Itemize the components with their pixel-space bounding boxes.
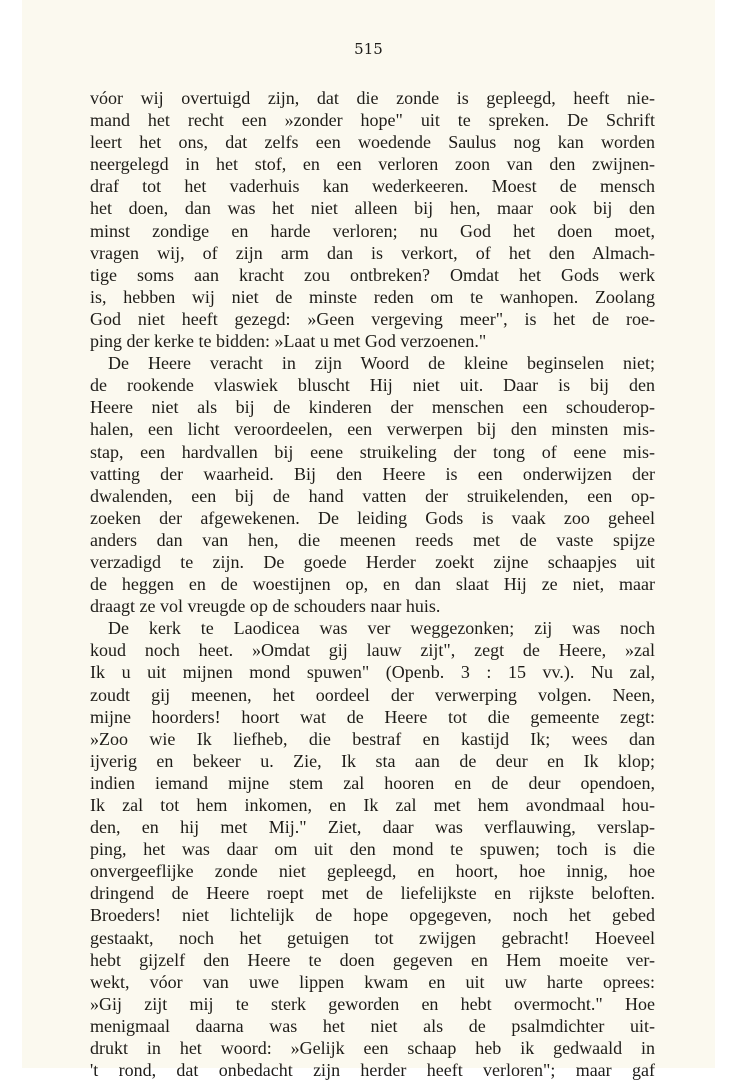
text-line: dwalenden, een bij de hand vatten der struikelenden, een op- [90, 485, 655, 506]
text-line: onvergeeflijke zonde niet gepleegd, en hoort, hoe innig, hoe [90, 861, 655, 882]
text-line: »Zoo wie Ik liefheb, die bestraf en kastijd Ik; wees dan [90, 728, 655, 749]
text-line: menigmaal daarna was het niet als de psalmdichter uit- [90, 1015, 655, 1036]
text-line: minst zondige en harde verloren; nu God het doen moet, [90, 220, 655, 241]
body-text [90, 87, 655, 1081]
text-line: stap, een hardvallen bij eene struikeling der tong of eene mis- [90, 441, 655, 462]
text-line: halen, een licht veroordeelen, een verwerpen bij den minsten mis- [90, 419, 655, 440]
page-number: 515 [354, 40, 383, 58]
text-line: leert het ons, dat zelfs een woedende Saulus nog kan worden [90, 132, 655, 153]
text-line: vatting der waarheid. Bij den Heere is een onderwijzen der [90, 463, 655, 484]
text-line: Broeders! niet lichtelijk de hope opgegeven, noch het gebed [90, 905, 655, 926]
text-line: de rookende vlaswiek bluscht Hij niet uit. Daar is bij den [90, 375, 655, 396]
text-line: Heere niet als bij de kinderen der menschen een schouderop- [90, 397, 655, 418]
text-line: mijne hoorders! hoort wat de Heere tot die gemeente zegt: [90, 706, 655, 727]
text-line: ping der kerke te bidden: »Laat u met God verzoenen." [90, 331, 487, 352]
text-line: »Gij zijt mij te sterk geworden en hebt overmocht." Hoe [90, 993, 655, 1014]
text-line: vóor wij overtuigd zijn, dat die zonde is gepleegd, heeft nie- [90, 88, 655, 108]
text-line: ping, het was daar om uit den mond te spuwen; toch is die [90, 839, 655, 860]
text-line: anders dan van hen, die meenen reeds met de vaste spijze [90, 529, 655, 550]
text-line: Ik u uit mijnen mond spuwen" (Openb. 3 : 15 vv.). Nu zal, [90, 662, 655, 683]
text-line: koud noch heet. »Omdat gij lauw zijt", zegt de Heere, »zal [90, 640, 655, 661]
text-line: vragen wij, of zijn arm dan is verkort, of het den Almach- [90, 242, 655, 263]
text-line: neergelegd in het stof, en een verloren zoon van den zwijnen- [90, 154, 655, 175]
text-line: is, hebben wij niet de minste reden om te wanhopen. Zoolang [90, 286, 655, 307]
text-line: drukt in het woord: »Gelijk een schaap heb ik gedwaald in [90, 1038, 655, 1059]
text-line: gestaakt, noch het getuigen tot zwijgen gebracht! Hoeveel [90, 927, 655, 948]
text-line: hebt gijzelf den Heere te doen gegeven en Hem moeite ver- [90, 949, 655, 970]
text-line: God niet heeft gezegd: »Geen vergeving meer", is het de roe- [90, 308, 655, 329]
text-line: Ik zal tot hem inkomen, en Ik zal met hem avondmaal hou- [90, 795, 655, 815]
text-line: zoudt gij meenen, het oordeel der verwerping volgen. Neen, [90, 684, 655, 705]
text-line: zoeken der afgewekenen. De leiding Gods is vaak zoo geheel [90, 507, 655, 528]
text-line: mand het recht een »zonder hope" uit te spreken. De Schrift [90, 110, 655, 131]
paragraph-first-line: De Heere veracht in zijn Woord de kleine beginselen niet; [108, 353, 655, 374]
text-line: dringend de Heere roept met de liefelijkste en rijkste beloften. [90, 883, 655, 904]
text-line: het doen, dan was het niet alleen bij hen, maar ook bij den [90, 198, 655, 219]
text-line: 't rond, dat onbedacht zijn herder heeft verloren"; maar gaf [90, 1060, 655, 1081]
text-line: ijverig en bekeer u. Zie, Ik sta aan de deur en Ik klop; [90, 750, 655, 771]
text-line: wekt, vóor van uwe lippen kwam en uit uw harte oprees: [90, 971, 655, 992]
text-line: draf tot het vaderhuis kan wederkeeren. Moest de mensch [90, 176, 655, 197]
text-line: tige soms aan kracht zou ontbreken? Omdat het Gods werk [90, 264, 655, 285]
text-line: draagt ze vol vreugde op de schouders naar huis. [90, 596, 441, 617]
text-line: de heggen en de woestijnen op, en dan slaat Hij ze niet, maar [90, 574, 655, 595]
text-line: indien iemand mijne stem zal hooren en de deur opendoen, [90, 772, 655, 793]
book-page [22, 0, 715, 1081]
paragraph-first-line: De kerk te Laodicea was ver weggezonken; zij was noch [108, 618, 655, 639]
text-line: den, en hij met Mij." Ziet, daar was verflauwing, verslap- [90, 817, 655, 838]
text-line: verzadigd te zijn. De goede Herder zoekt zijne schaapjes uit [90, 551, 655, 572]
